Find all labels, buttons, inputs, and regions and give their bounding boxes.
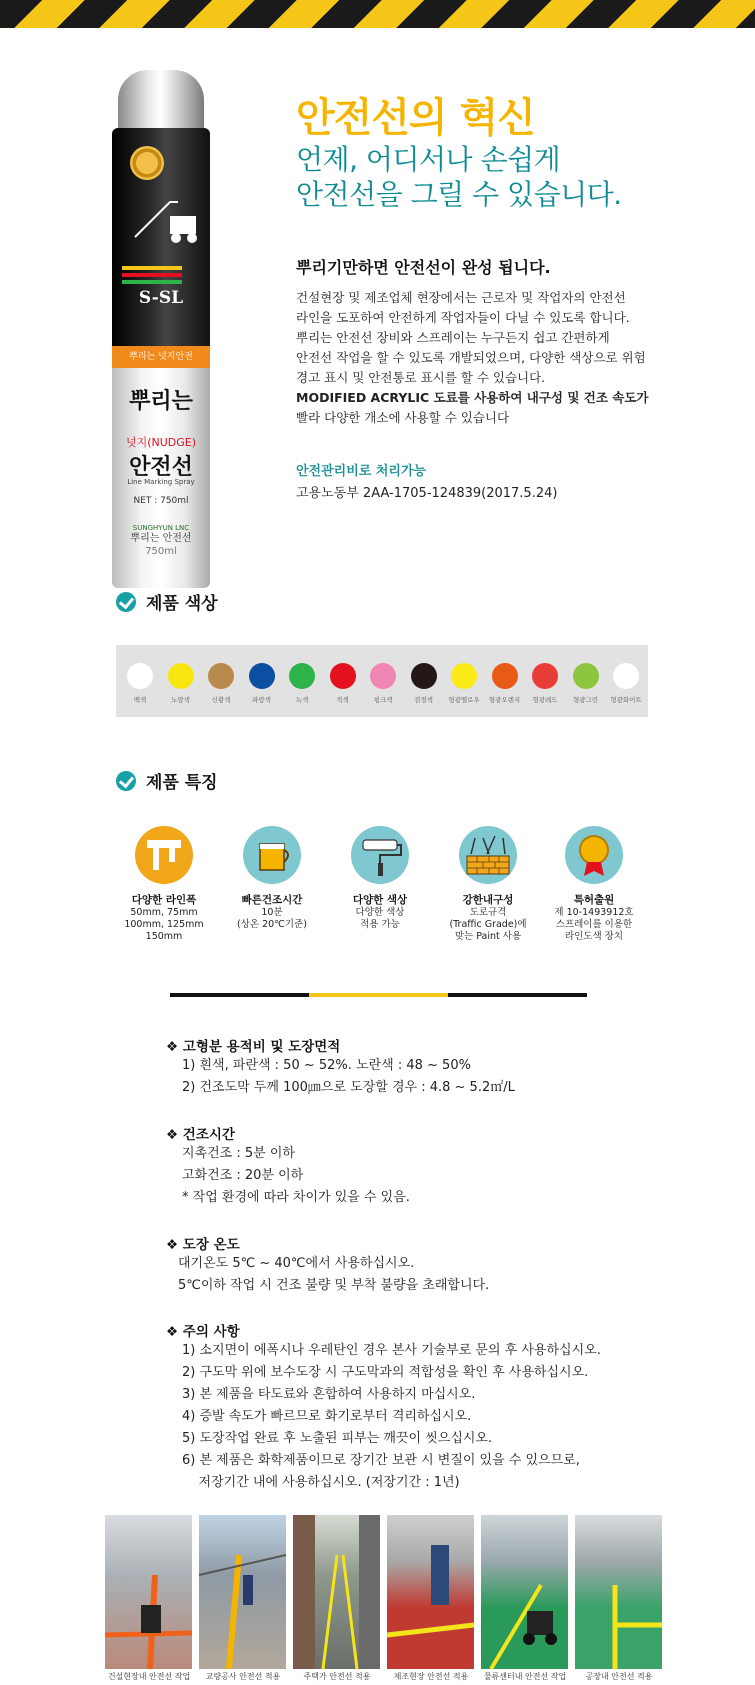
color-swatch <box>573 663 599 689</box>
photo-caption: 교량공사 안전선 적용 <box>205 1672 281 1681</box>
color-swatch <box>168 663 194 689</box>
feature-item <box>114 826 214 943</box>
spec-line: 4) 증발 속도가 빠르므로 화기로부터 격리하십시오. <box>182 1409 472 1424</box>
photo-factory-floor <box>387 1515 474 1669</box>
spec-title: ❖ 도장 온도 <box>166 1237 240 1253</box>
photo-caption: 공장내 안전선 적용 <box>585 1672 653 1681</box>
section-colors-title: 제품 색상 <box>146 594 218 614</box>
color-swatch <box>330 663 356 689</box>
hero-subtitle <box>296 142 622 212</box>
hero-body-line: MODIFIED ACRYLIC 도료를 사용하여 내구성 및 건조 속도가 <box>296 390 649 405</box>
can-net-volume: NET : 750ml <box>133 496 189 506</box>
safety-budget-note: 안전관리비로 처리가능 <box>296 464 427 479</box>
color-swatch <box>532 663 558 689</box>
spec-line: 대기온도 5℃ ~ 40℃에서 사용하십시오. <box>178 1256 415 1271</box>
hero-body-line: 빨라 다양한 개소에 사용할 수 있습니다 <box>296 410 510 425</box>
hero-body-line: 안전선 작업을 할 수 있도록 개발되었으며, 다양한 색상으로 위험 <box>296 350 646 365</box>
spec-cautions <box>166 1320 601 1494</box>
color-swatch-label: 적색 <box>336 696 349 704</box>
color-swatch-label: 녹색 <box>295 696 309 704</box>
photo-caption: 주택가 안전선 적용 <box>303 1672 371 1681</box>
color-swatch-label: 형광화이트 <box>610 696 642 704</box>
photo-caption: 물류센터내 안전선 작업 <box>483 1672 567 1681</box>
can-logo: S-SL <box>138 288 184 308</box>
spec-solids <box>166 1035 515 1099</box>
feature-desc: 도로규격 (Traffic Grade)에 맞는 Paint 사용 <box>449 907 527 942</box>
divider-right <box>448 993 587 997</box>
check-circle-icon <box>116 771 136 791</box>
product-caption-size: 750ml <box>145 546 177 557</box>
color-swatch <box>613 663 639 689</box>
color-swatch-label: 형광오렌지 <box>488 696 521 704</box>
can-band: 뿌리는 넛지안전 <box>112 346 210 368</box>
brick-wall-icon <box>459 826 517 884</box>
photo-logistics-center <box>481 1515 568 1669</box>
seal-icon <box>130 146 164 180</box>
feature-item <box>330 826 430 931</box>
medal-icon <box>565 826 623 884</box>
feature-desc: 50mm, 75mm 100mm, 125mm 150mm <box>124 907 204 942</box>
section-colors-header <box>116 589 218 614</box>
feature-item <box>222 826 322 931</box>
hero-lead: 뿌리기만하면 안전선이 완성 됩니다. <box>296 258 551 277</box>
paint-bucket-icon <box>243 826 301 884</box>
color-swatch-label: 형광그린 <box>572 696 599 704</box>
paint-roller-icon <box>351 826 409 884</box>
hero-title: 안전선의 혁신 <box>296 95 535 141</box>
color-swatch <box>127 663 153 689</box>
photo-bridge <box>199 1515 286 1669</box>
spec-line: 2) 구도막 위에 보수도장 시 구도막과의 적합성을 확인 후 사용하십시오. <box>182 1365 589 1380</box>
color-swatch <box>492 663 518 689</box>
photo-caption: 제조현장 안전선 적용 <box>393 1672 469 1681</box>
spec-line: 2) 건조도막 두께 100㎛으로 도장할 경우 : 4.8 ~ 5.2㎡/L <box>182 1080 515 1095</box>
color-swatch-label: 신황색 <box>211 696 231 704</box>
feature-name: 특허출원 <box>573 894 615 906</box>
spec-title: ❖ 건조시간 <box>166 1127 235 1143</box>
photo-plant-floor <box>575 1515 662 1669</box>
spec-line: 6) 본 제품은 화학제품이므로 장기간 보관 시 변질이 있을 수 있으므로, <box>182 1453 580 1468</box>
hero-body-line: 라인을 도포하여 안전하게 작업자들이 다닐 수 있도록 합니다. <box>296 310 630 325</box>
feature-item <box>544 826 644 943</box>
hero-body-line: 뿌리는 안전선 장비와 스프레이는 누구든지 쉽고 간편하게 <box>296 330 610 345</box>
color-swatch <box>411 663 437 689</box>
can-subtitle: 넛지(NUDGE) <box>125 436 197 449</box>
caliper-icon <box>135 826 193 884</box>
spec-line: 1) 소지면이 에폭시나 우레탄인 경우 본사 기술부로 문의 후 사용하십시오. <box>182 1343 601 1358</box>
spec-line: 5) 도장작업 완료 후 노출된 피부는 깨끗이 씻으십시오. <box>182 1431 493 1446</box>
spec-line: 3) 본 제품을 타도료와 혼합하여 사용하지 마십시오. <box>182 1387 476 1402</box>
color-swatch-label: 파랑색 <box>252 696 271 704</box>
hero-body-line: 건설현장 및 제조업체 현장에서는 근로자 및 작업자의 안전선 <box>296 290 626 305</box>
can-label-black <box>112 128 210 346</box>
spec-line: 고화건조 : 20분 이하 <box>182 1168 304 1183</box>
photo-construction-site <box>105 1515 192 1669</box>
hazard-stripe-bar <box>0 0 755 28</box>
hero-subtitle-line-1: 언제, 어디서나 손쉽게 <box>296 143 561 176</box>
color-swatch-label: 형광옐로우 <box>448 696 480 704</box>
can-english-name: Line Marking Spray <box>127 478 195 486</box>
section-features-header <box>116 768 218 793</box>
feature-item <box>438 826 538 943</box>
color-swatch <box>370 663 396 689</box>
feature-name: 다양한 색상 <box>352 894 408 906</box>
spec-line: 저장기간 내에 사용하십시오. (저장기간 : 1년) <box>182 1475 460 1490</box>
spec-line: 지촉건조 : 5분 이하 <box>182 1146 295 1161</box>
color-swatch <box>289 663 315 689</box>
section-features-title: 제품 특징 <box>146 773 218 793</box>
spray-can-image <box>112 70 210 565</box>
photo-caption: 건설현장내 안전선 작업 <box>107 1672 191 1681</box>
spec-line: 1) 흰색, 파란색 : 50 ~ 52%. 노란색 : 48 ~ 50% <box>182 1058 471 1073</box>
spray-can-cap <box>118 70 204 132</box>
spray-can-body <box>112 128 210 588</box>
feature-name: 다양한 라인폭 <box>131 894 197 906</box>
hero-body <box>296 288 666 428</box>
check-circle-icon <box>116 592 136 612</box>
feature-name: 강한내구성 <box>462 894 514 906</box>
color-swatch <box>451 663 477 689</box>
hero-subtitle-line-2: 안전선을 그릴 수 있습니다. <box>296 178 622 211</box>
spec-temperature <box>166 1233 489 1297</box>
hero-body-line: 경고 표시 및 안전통로 표시를 할 수 있습니다. <box>296 370 546 385</box>
product-caption-name: 뿌리는 안전선 <box>130 533 192 544</box>
color-swatch <box>249 663 275 689</box>
photo-residential-street <box>293 1515 380 1669</box>
feature-desc: 다양한 색상 적용 가능 <box>355 907 405 930</box>
spec-line: 5℃이하 작업 시 건조 불량 및 부착 불량을 초래합니다. <box>178 1278 490 1293</box>
certification-number: 고용노동부 2AA-1705-124839(2017.5.24) <box>296 486 558 501</box>
divider-center <box>309 993 448 997</box>
can-title: 뿌리는 <box>129 389 193 414</box>
color-swatch-label: 형광레드 <box>532 696 558 704</box>
color-swatch-label: 검정색 <box>414 696 433 704</box>
product-caption <box>112 532 210 558</box>
color-swatch <box>208 663 234 689</box>
color-palette <box>116 645 648 717</box>
color-swatch-label: 노랑색 <box>171 696 190 704</box>
divider-left <box>170 993 309 997</box>
color-swatch-label: 백색 <box>133 696 147 704</box>
can-brand: SUNGHYUN LNC <box>132 524 190 532</box>
feature-name: 빠른건조시간 <box>241 894 303 906</box>
spec-title: ❖ 고형분 용적비 및 도장면적 <box>166 1039 341 1055</box>
line-marker-machine-icon <box>130 192 202 248</box>
spec-line: * 작업 환경에 따라 차이가 있을 수 있음. <box>182 1190 410 1205</box>
feature-desc: 제 10-1493912호 스프레이를 이용한 라인도색 장치 <box>554 907 634 942</box>
color-swatch-label: 핑크색 <box>373 696 393 704</box>
spec-title: ❖ 주의 사항 <box>166 1324 240 1340</box>
feature-desc: 10분 (상온 20℃기준) <box>237 907 307 930</box>
can-title-2: 안전선 <box>129 455 193 480</box>
spec-drying <box>166 1123 410 1209</box>
